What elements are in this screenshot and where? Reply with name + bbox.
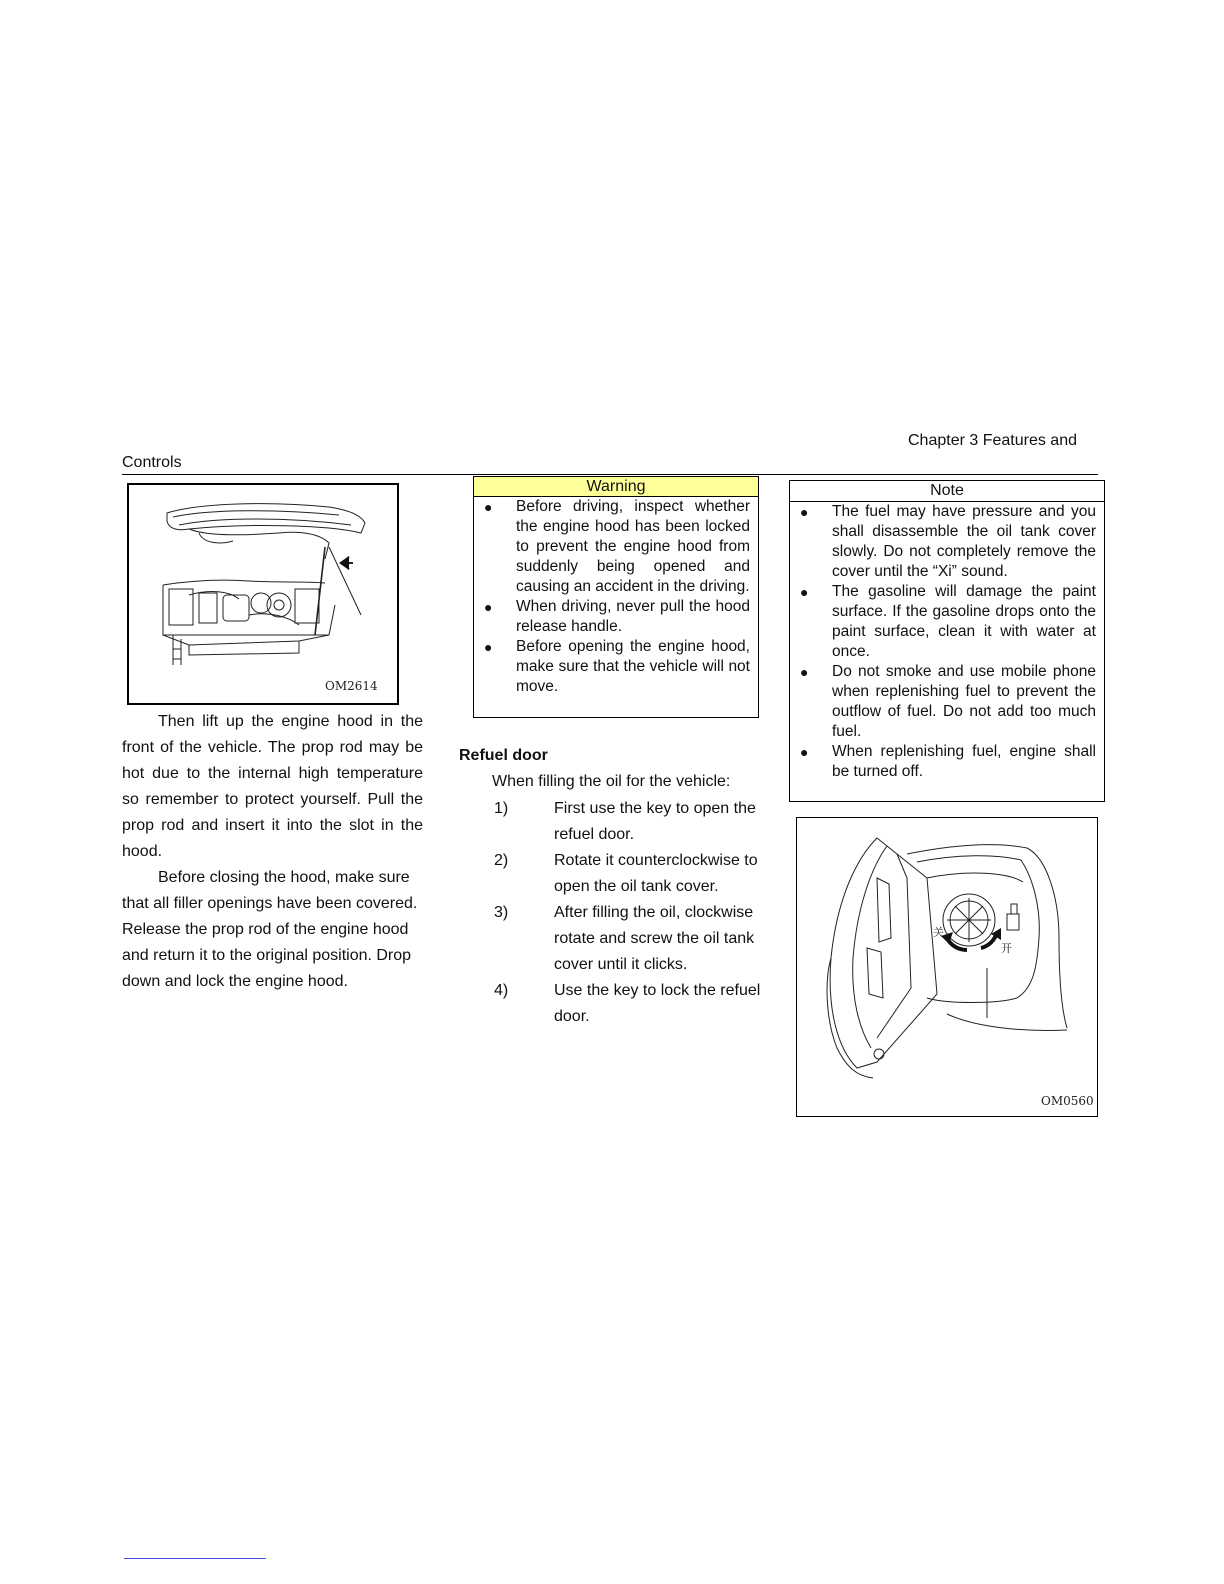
- warning-list: [474, 497, 758, 697]
- figure-code: OM2614: [325, 679, 378, 693]
- chapter-header-right: Chapter 3 Features and: [908, 432, 1077, 449]
- bullet-icon: ●: [800, 664, 809, 680]
- figure-code: OM0560: [1041, 1094, 1094, 1108]
- footnote-divider: [124, 1558, 266, 1559]
- refuel-door-heading: Refuel door: [459, 747, 548, 764]
- bullet-icon: ●: [800, 744, 809, 760]
- paragraph-close-hood: Before closing the hood, make sure that all filler openings have been covered. Release the prop rod of the engine hood and return it to the original position. Drop down and lock the engine hood.: [122, 869, 418, 990]
- note-item: ● When replenishing fuel, engine shall be turned off.: [800, 743, 1096, 780]
- refuel-step: 4) Use the key to lock the refuel door.: [494, 982, 761, 1025]
- engine-hood-prop-rod-illustration: [129, 485, 397, 703]
- engine-hood-figure: [127, 483, 399, 705]
- warning-item: ● Before driving, inspect whether the engine hood has been locked to prevent the engine hood from suddenly being opened and causing an accident in the driving.: [484, 498, 750, 595]
- cap-open-label: 开: [1001, 942, 1012, 955]
- bullet-icon: ●: [484, 499, 493, 515]
- note-list: [790, 502, 1104, 782]
- refuel-door-figure: [796, 817, 1098, 1117]
- bullet-icon: ●: [800, 504, 809, 520]
- warning-item: ● When driving, never pull the hood release handle.: [484, 598, 750, 635]
- refuel-step: 2) Rotate it counterclockwise to open the oil tank cover.: [494, 852, 758, 895]
- bullet-icon: ●: [484, 639, 493, 655]
- paragraph-open-hood: Then lift up the engine hood in the front of the vehicle. The prop rod may be hot due to the internal high temperature so remember to protect yourself. Pull the prop rod and insert it into the slot in the hood.: [122, 713, 423, 860]
- chapter-header-left: Controls: [122, 454, 182, 471]
- header-divider: [122, 474, 1098, 475]
- warning-item: ● Before opening the engine hood, make sure that the vehicle will not move.: [484, 638, 750, 695]
- refuel-step: 3) After filling the oil, clockwise rotate and screw the oil tank cover until it clicks.: [494, 904, 755, 973]
- left-column-text: [122, 709, 423, 995]
- note-item: ● The gasoline will damage the paint surface. If the gasoline drops onto the paint surface, clean it with water at once.: [800, 583, 1096, 660]
- warning-title: Warning: [474, 477, 758, 497]
- refuel-step: 1) First use the key to open the refuel door.: [494, 800, 756, 843]
- note-item: ● The fuel may have pressure and you shall disassemble the oil tank cover slowly. Do not completely remove the cover until the “Xi” sound.: [800, 503, 1096, 580]
- refuel-door-cap-illustration: [797, 818, 1096, 1115]
- refuel-intro: When filling the oil for the vehicle:: [492, 773, 731, 790]
- bullet-icon: ●: [484, 599, 493, 615]
- note-item: ● Do not smoke and use mobile phone when replenishing fuel to prevent the outflow of fuel. Do not add too much fuel.: [800, 663, 1096, 740]
- bullet-icon: ●: [800, 584, 809, 600]
- note-title: Note: [790, 481, 1104, 502]
- note-box: [789, 480, 1105, 802]
- warning-box: [473, 476, 759, 718]
- cap-close-label: 关: [933, 926, 944, 939]
